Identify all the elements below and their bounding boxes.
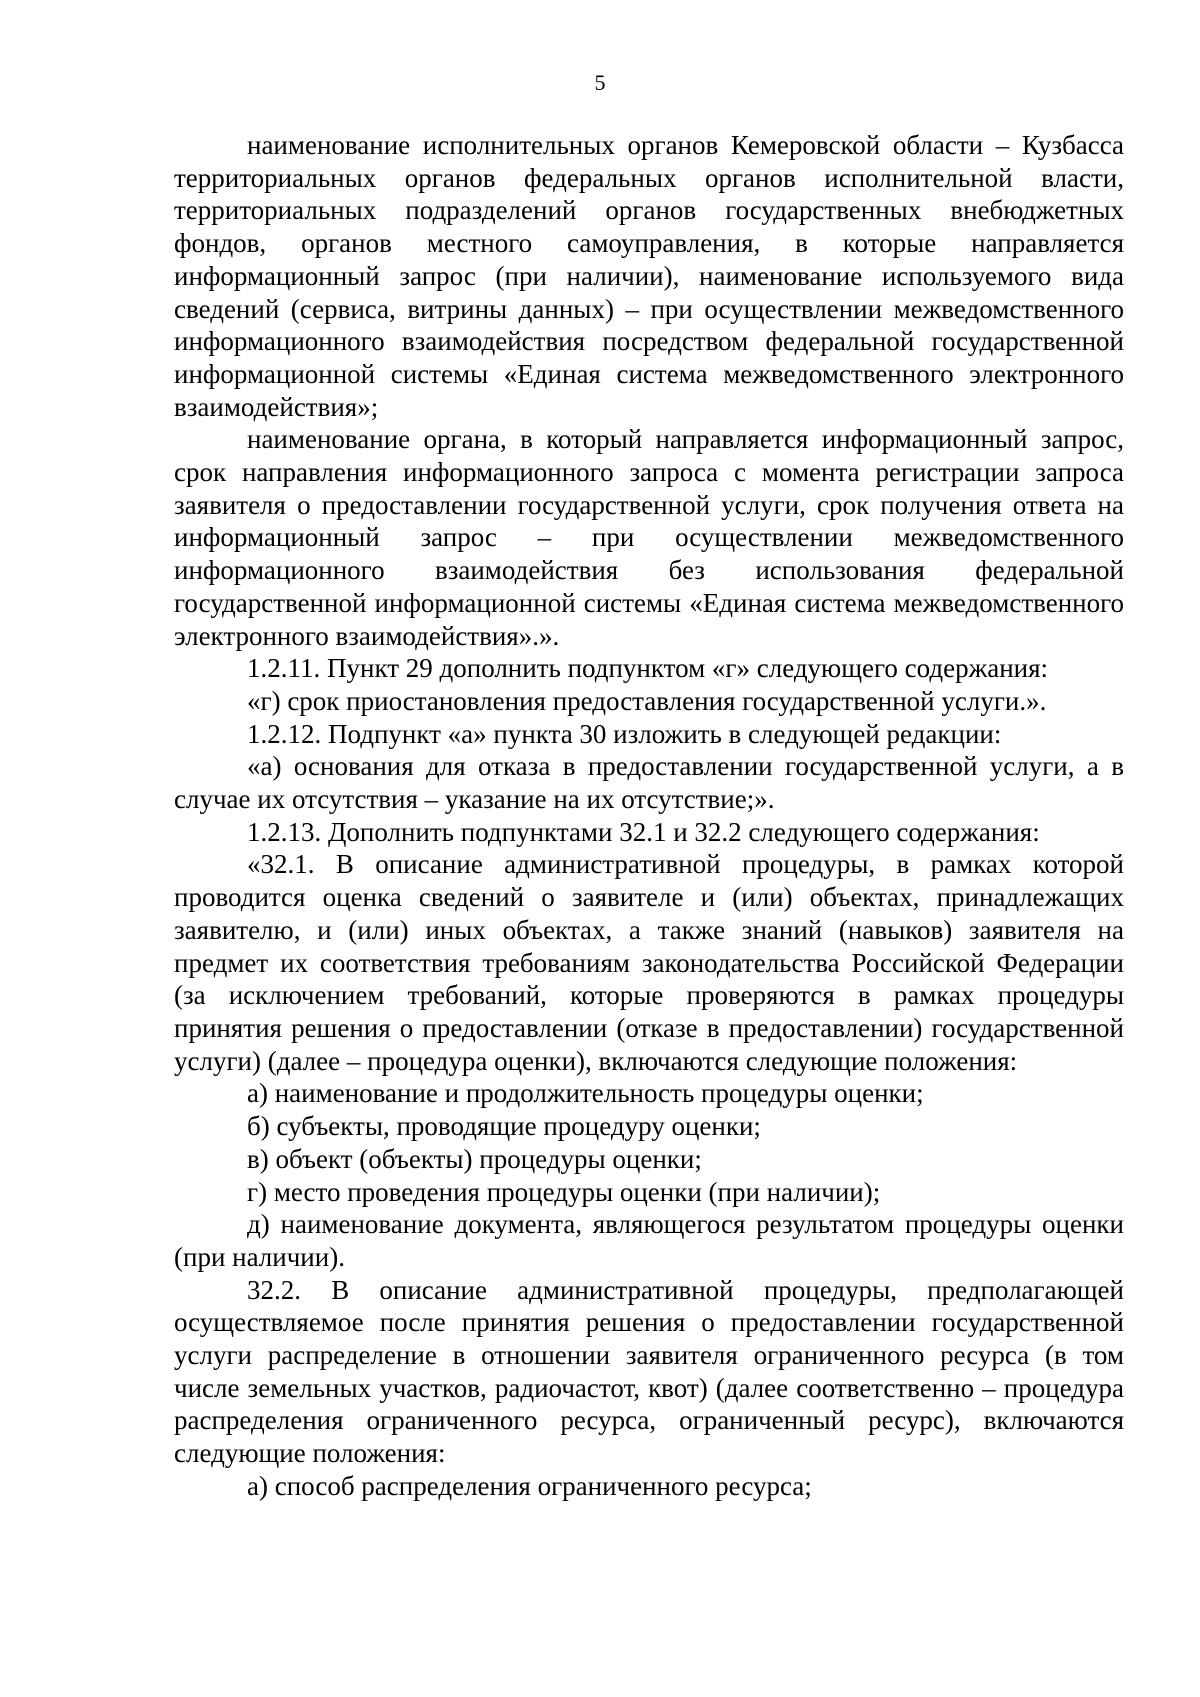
paragraph-authority-request: наименование органа, в который направляется информационный запрос, срок направления информационного запроса с момента регистрации запроса заявителя о предоставлении государственной услуги, срок получения ответа на информационный запрос – при осуществлении межведомственного информационного взаимодействия без использования федеральной государственной информационной системы «Единая система межведомственного электронного взаимодействия».». bbox=[174, 424, 1124, 651]
paragraph-subpoint-a-refusal: «а) основания для отказа в предоставлении государственной услуги, а в случае их отсутствия – указание на их отсутствие;». bbox=[174, 751, 1124, 815]
list-item-a-assessment: а) наименование и продолжительность процедуры оценки; bbox=[247, 1078, 924, 1109]
page-number: 5 bbox=[594, 70, 606, 95]
paragraph-executive-bodies: наименование исполнительных органов Кемеровской области – Кузбасса территориальных органов федеральных органов исполнительной власти, территориальных подразделений органов государственных внебюджетных фондов, органов местного самоуправления, в которые направляется информационный запрос (при наличии), наименование используемого вида сведений (сервиса, витрины данных) – при осуществлении межведомственного информационного взаимодействия посредством федеральной государственной информационной системы «Единая система межведомственного электронного взаимодействия»; bbox=[174, 130, 1124, 422]
list-item-g-place: г) место проведения процедуры оценки (при наличии); bbox=[247, 1176, 881, 1207]
paragraph-1-2-11: 1.2.11. Пункт 29 дополнить подпунктом «г» следующего содержания: bbox=[247, 653, 1049, 684]
paragraph-1-2-12: 1.2.12. Подпункт «а» пункта 30 изложить в следующей редакции: bbox=[247, 718, 1002, 749]
list-item-b-subjects: б) субъекты, проводящие процедуру оценки; bbox=[247, 1111, 761, 1142]
paragraph-1-2-13: 1.2.13. Дополнить подпунктами 32.1 и 32.2 следующего содержания: bbox=[247, 816, 1040, 847]
paragraph-32-1: «32.1. В описание административной процедуры, в рамках которой проводится оценка сведений о заявителе и (или) объектах, принадлежащих заявителю, и (или) иных объектах, а также знаний (навыков) заявителя на предмет их соответствия требованиям законодательства Российской Федерации (за исключением требований, которые проверяются в рамках процедуры принятия решения о предоставлении (отказе в предоставлении) государственной услуги) (далее – процедура оценки), включаются следующие положения: bbox=[174, 849, 1124, 1076]
list-item-a-distribution: а) способ распределения ограниченного ресурса; bbox=[247, 1470, 812, 1501]
paragraph-32-2: 32.2. В описание административной процедуры, предполагающей осуществляемое после принятия решения о предоставлении государственной услуги распределение в отношении заявителя ограниченного ресурса (в том числе земельных участков, радиочастот, квот) (далее соответственно – процедура распределения ограниченного ресурса, ограниченный ресурс), включаются следующие положения: bbox=[174, 1274, 1124, 1469]
document-body bbox=[174, 129, 1124, 1503]
list-item-v-objects: в) объект (объекты) процедуры оценки; bbox=[247, 1143, 702, 1174]
paragraph-subpoint-g: «г) срок приостановления предоставления государственной услуги.». bbox=[247, 685, 1047, 716]
list-item-d-document: д) наименование документа, являющегося результатом процедуры оценки (при наличии). bbox=[174, 1209, 1124, 1272]
